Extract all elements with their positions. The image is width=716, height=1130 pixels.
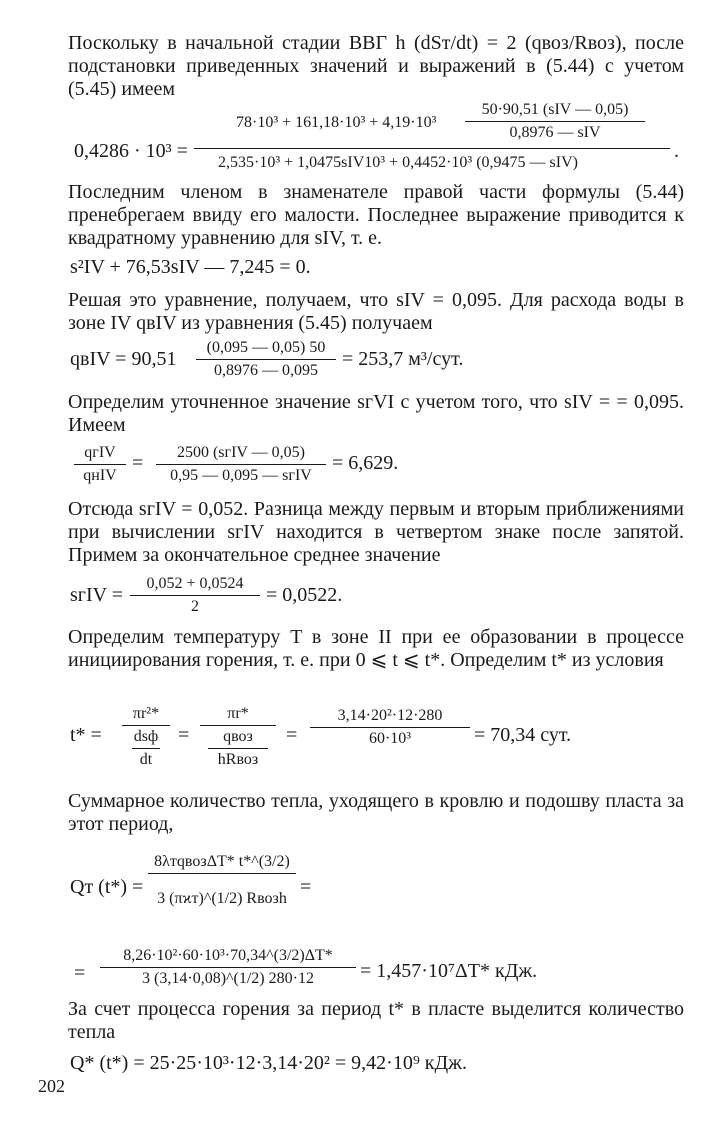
eq7-bar-1	[148, 873, 296, 874]
eq7-bar-2	[100, 967, 356, 968]
eq6-equals-1: =	[178, 724, 190, 746]
eq7-equals: =	[74, 962, 86, 984]
eq5-bar	[130, 595, 260, 596]
paragraph-5	[68, 498, 684, 567]
paragraph-6-text: Определим температуру T в зоне II при ее образовании в процессе инициирования горения, т. е. при 0 ⩽ t ⩽ t*. Определим t* из условия	[68, 626, 684, 671]
eq7-numerator: 8λтqвозΔT* t*^(3/2)	[154, 853, 290, 870]
eq5-numerator: 0,052 + 0,0524	[146, 575, 244, 592]
eq7-tail: =	[300, 876, 312, 898]
eq1-inner-fraction	[465, 100, 645, 143]
eq6-f3-numerator: 3,14·20²·12·280	[337, 707, 443, 724]
eq6-f2-bar	[200, 725, 276, 726]
eq6-f2-den-num: qвоз	[223, 728, 253, 745]
eq6-rhs: = 70,34 сут.	[474, 724, 572, 746]
eq4-f2-denominator: 0,95 — 0,095 — sгIV	[170, 467, 312, 484]
eq1-tail: .	[674, 140, 679, 162]
eq6-lhs: t* =	[70, 724, 102, 746]
paragraph-4	[68, 391, 684, 437]
eq6-f3-denominator: 60·10³	[368, 730, 412, 747]
eq4-f1-bar	[74, 464, 126, 465]
eq1-inner-numerator: 50·90,51 (sIV — 0,05)	[481, 101, 629, 118]
eq7-fraction-2	[100, 946, 356, 989]
paragraph-3	[68, 289, 684, 335]
eq7-fraction-1	[148, 852, 296, 909]
eq5-rhs: = 0,0522.	[266, 584, 343, 606]
eq4-f2-bar	[156, 464, 326, 465]
eq6-f2-den-bar	[208, 748, 269, 749]
eq6-fraction-3	[310, 706, 470, 749]
eq5-denominator: 2	[191, 598, 199, 615]
eq7-lhs: Qт (t*) =	[70, 876, 144, 898]
eq2: s²IV + 76,53sIV — 7,245 = 0.	[70, 256, 311, 278]
eq1-main-bar	[194, 148, 670, 149]
eq6-f1-bar	[122, 725, 170, 726]
page-number: 202	[38, 1076, 65, 1096]
eq1-inner-bar	[465, 121, 645, 122]
eq1-denominator: 2,535·10³ + 1,0475sIV10³ + 0,4452·10³ (0,9475 — sIV)	[218, 154, 578, 171]
eq6-fraction-2	[200, 704, 276, 770]
paragraph-1-text: Поскольку в начальной стадии ВВГ h (dSт/dt) = 2 (qвоз/Rвоз), после подстановки приведенных значений и выражений в (5.44) с учетом (5.45) имеем	[68, 32, 684, 100]
paragraph-8	[68, 998, 684, 1044]
eq4-f1-denominator: qнIV	[83, 467, 117, 484]
eq3-rhs: = 253,7 м³/сут.	[342, 348, 464, 370]
eq1-lhs: 0,4286 · 10³ =	[74, 140, 188, 162]
paragraph-3-text: Решая это уравнение, получаем, что sIV = 0,095. Для расхода воды в зоне IV qвIV из уравнения (5.45) получаем	[68, 289, 684, 334]
eq7-rhs: = 1,457·10⁷ΔT* кДж.	[360, 960, 538, 982]
eq6-f2-numerator: πr*	[227, 705, 249, 722]
paragraph-1	[68, 32, 684, 101]
paragraph-2	[68, 181, 684, 250]
eq4-f2-numerator: 2500 (sгIV — 0,05)	[176, 444, 306, 461]
eq6-fraction-1	[122, 704, 170, 770]
eq1-inner-denominator: 0,8976 — sIV	[509, 124, 601, 141]
eq3-numerator: (0,095 — 0,05) 50	[206, 339, 326, 356]
eq6-f1-den-num: dsф	[133, 728, 159, 745]
eq5-fraction	[130, 574, 260, 617]
paragraph-6	[68, 626, 684, 672]
eq5-lhs: sгIV =	[70, 584, 124, 606]
eq4-rhs: = 6,629.	[332, 452, 399, 474]
eq6-f1-den-bar	[132, 748, 161, 749]
paragraph-7	[68, 790, 684, 836]
eq7-denominator-2: 3 (3,14·0,08)^(1/2) 280·12	[142, 970, 314, 987]
paragraph-8-text: За счет процесса горения за период t* в пласте выделится количество тепла	[68, 998, 684, 1043]
paragraph-4-text: Определим уточненное значение sгVI с учетом того, что sIV = = 0,095. Имеем	[68, 391, 684, 436]
eq4-fraction-2	[156, 443, 326, 486]
eq4-equals: =	[132, 452, 144, 474]
eq3-denominator: 0,8976 — 0,095	[214, 362, 318, 379]
eq4-fraction-1	[74, 443, 126, 486]
eq4-f1-numerator: qгIV	[84, 444, 116, 461]
eq3-lhs: qвIV = 90,51	[70, 348, 177, 370]
eq8: Q* (t*) = 25·25·10³·12·3,14·20² = 9,42·10⁹ кДж.	[70, 1052, 467, 1074]
eq1-numerator-main: 78·10³ + 161,18·10³ + 4,19·10³	[236, 114, 437, 131]
eq6-f1-den-den: dt	[139, 751, 153, 768]
eq6-f1-numerator: πr²*	[132, 705, 160, 722]
paragraph-2-text: Последним членом в знаменателе правой части формулы (5.44) пренебрегаем ввиду его малости. Последнее выражение приводится к квадратному уравнению для sIV, т. е.	[68, 181, 684, 249]
eq3-fraction	[196, 338, 336, 381]
eq3-bar	[196, 359, 336, 360]
eq6-equals-2: =	[286, 724, 298, 746]
eq6-f3-bar	[310, 727, 470, 728]
eq7-numerator-2: 8,26·10²·60·10³·70,34^(3/2)ΔT*	[123, 947, 333, 964]
paragraph-5-text: Отсюда sгIV = 0,052. Разница между первым и вторым приближениями при вычислении sгIV находится в четвертом знаке после запятой. Примем за окончательное среднее значение	[68, 498, 684, 566]
paragraph-7-text: Суммарное количество тепла, уходящего в кровлю и подошву пласта за этот период,	[68, 790, 684, 835]
eq7-denominator: 3 (πϰт)^(1/2) Rвозh	[157, 890, 287, 907]
eq6-f2-den-den: hRвоз	[217, 751, 259, 768]
